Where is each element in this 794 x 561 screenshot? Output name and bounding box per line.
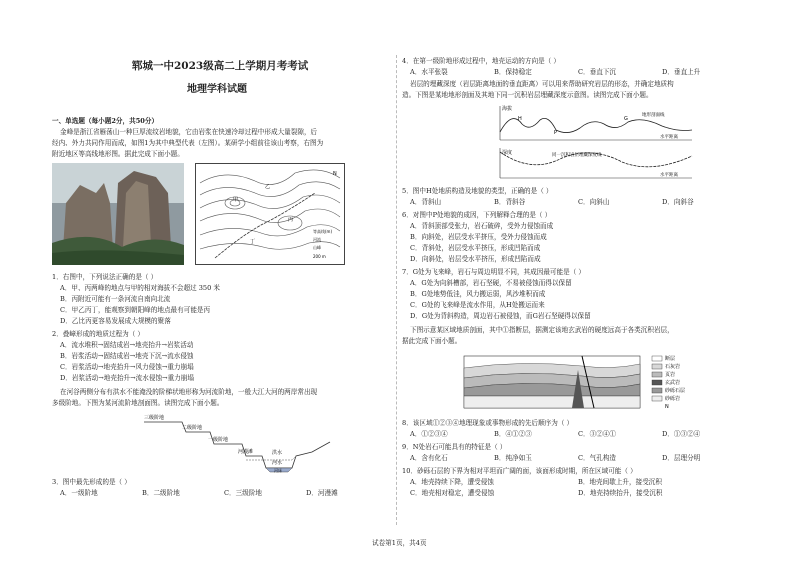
q2-option-b: B．岩浆活动→固结成岩→地壳下沉→流水侵蚀	[60, 352, 194, 360]
q10-option-b: B．地壳间歇上升，接受沉积	[578, 478, 662, 486]
q9-option-d: D．层理分明	[662, 454, 701, 462]
floodplain-label: 河漫滩	[238, 449, 254, 455]
point-p: P	[554, 130, 558, 136]
q7-option-c: C．G处的飞来峰是流水作用，从H处搬运而来	[410, 301, 545, 309]
q1-option-b: B．丙附近可能有一条河流自南向北流	[60, 295, 171, 303]
q3-option-b: B．二级阶地	[142, 489, 180, 497]
q6-stem: 6．对图中P处地貌的成因，下列解释合理的是（ ）	[402, 211, 552, 219]
q4-stem: 4．在第一级阶地形成过程中，地壳运动的方向是（ ）	[402, 57, 560, 65]
altitude-label: 海拔	[502, 106, 513, 112]
q1-option-a: A．甲、丙两峰的地点与甲的相对海拔不会超过 350 米	[60, 284, 221, 292]
q7-option-b: B．G处地势低洼，风力搬运弱，风沙堆积而成	[410, 290, 546, 298]
flood-label: 洪水	[272, 450, 283, 456]
q2-option-a: A．流水堆积→固结成岩→地壳抬升→岩浆活动	[60, 341, 194, 349]
q10-stem: 10．砂砾石层的下界为相对平坦而广阔的面，该面形成时期，所在区域可能（ ）	[402, 467, 637, 475]
q5-option-b: B．背斜谷	[494, 198, 526, 206]
intro2-line2: 多级阶地。下图为某河流阶地剖面图。读图完成下面小题。	[52, 399, 224, 407]
q9-option-a: A．含有化石	[410, 454, 448, 462]
distance-label-top: 水平距离	[660, 135, 678, 140]
legend-n: N	[665, 404, 669, 410]
q10-option-a: A．地壳持续下降，遭受侵蚀	[410, 478, 494, 486]
q5-option-c: C．向斜山	[578, 198, 610, 206]
svg-text:乙: 乙	[265, 184, 271, 190]
intro2-line1: 在河谷两侧分布有洪水不能淹没的阶梯状地形称为河流阶地，一般大江大河的两岸常出现	[60, 388, 318, 396]
legend-contour: 等高线(m)	[313, 229, 333, 234]
profile-line-label: 地形剖面线	[642, 113, 665, 118]
legend-shale: 页岩	[665, 372, 676, 378]
svg-text:丙: 丙	[288, 217, 294, 223]
legend-river: 河流	[313, 237, 321, 242]
q4-option-c: C．垂直下沉	[578, 68, 617, 76]
legend-limestone: 石灰岩	[665, 364, 681, 370]
q6-option-b: B．向斜处，岩层受水平挤压，受外力侵蚀而成	[410, 233, 547, 241]
intro1-line3: 附近地区等高线地形图。据此完成下面小题。	[52, 150, 184, 158]
q7-stem: 7．G处为飞来峰，岩石与周边明显不同，其成因最可能是（ ）	[402, 268, 585, 276]
q9-stem: 9．N处岩石可能具有的特征是（ ）	[402, 443, 507, 451]
geologic-section-diagram	[462, 350, 702, 412]
intro1-line2: 经内、外力共同作用而成，如图1为其中典型代表（左图）。某研学小组前往该山考察，右图为	[52, 139, 324, 147]
q8-stem: 8．该区域①②③④地理现象或事物形成的先后顺序为（ ）	[402, 419, 574, 427]
q8-option-b: B．④①②③	[494, 430, 532, 438]
page-footer: 试卷第1页，共4页	[372, 539, 427, 547]
intro4-line2: 据此完成下面小题。	[402, 337, 462, 345]
q7-option-a: A．G处为向斜槽部，岩石坚硬，不易被侵蚀而得以保留	[410, 279, 572, 287]
q8-option-a: A．①②③④	[410, 430, 448, 438]
intro1-line1: 金峰是浙江省雁荡山一种巨厚流纹岩地貌，它由岩浆在快速冷却过程中形成大量裂隙，后	[60, 128, 318, 136]
q8-option-d: D．①③②④	[662, 430, 701, 438]
q1-option-d: D．乙比丙更容易发展成大规模的聚落	[60, 317, 171, 325]
q3-option-d: D．河漫滩	[306, 489, 338, 497]
q9-option-c: C．气孔构造	[578, 454, 617, 462]
q10-option-d: D．地壳持续抬升，接受沉积	[578, 489, 663, 497]
terrace-label-3: 三级阶地	[144, 415, 165, 421]
contour-map	[195, 163, 345, 265]
q3-option-c: C．三级阶地	[224, 489, 263, 497]
q4-option-a: A．水平张裂	[410, 68, 448, 76]
section-heading: 一、单选题（每小题2分，共50分）	[52, 117, 159, 125]
legend-conglomerate: 砂砾岩	[665, 396, 681, 402]
q10-option-c: C．地壳相对稳定，遭受侵蚀	[410, 489, 495, 497]
depth-line-label: 同一沉积岩层埋藏深度线	[552, 153, 602, 158]
q6-option-a: A．背斜顶部受张力，岩石破碎，受外力侵蚀而成	[410, 222, 554, 230]
q8-option-c: C．③②④①	[578, 430, 617, 438]
distance-label-bottom: 水平距离	[660, 173, 678, 178]
q2-option-d: D．岩浆活动→地壳抬升→流水侵蚀→重力崩塌	[60, 374, 194, 382]
depth-label: 深度	[502, 150, 513, 156]
column-divider	[396, 55, 397, 525]
svg-text:丁: 丁	[250, 239, 256, 245]
point-g: G	[624, 116, 628, 122]
map-scale: 200 m	[313, 254, 326, 259]
q4-option-b: B．保持稳定	[494, 68, 532, 76]
riverbed-label: 河床	[274, 468, 282, 473]
rock-photo	[52, 163, 184, 265]
q5-option-a: A．背斜山	[410, 198, 442, 206]
legend-fault: 断层	[665, 356, 676, 362]
q2-stem: 2．叠嶂形成的地质过程为（ ）	[52, 330, 145, 338]
q1-stem: 1．右图中，下列说法正确的是（ ）	[52, 273, 158, 281]
intro4-line1: 下图示意某区域地质剖面，其中①指断层，据测定该地玄武岩的硬度远高于各类沉积岩层，	[410, 326, 674, 334]
q3-option-a: A．一级阶地	[60, 489, 98, 497]
q1-option-c: C．甲乙丙丁，能观察到朝阳峰的地点最有可能是丙	[60, 306, 211, 314]
legend-gravel: 砂砾石层	[665, 388, 686, 394]
q3-stem: 3．图中最先形成的是（ ）	[52, 478, 131, 486]
legend-peak: 山峰	[313, 245, 321, 250]
point-h: H	[518, 116, 522, 122]
terrace-label-2: 二级阶地	[182, 425, 203, 431]
river-terrace-diagram	[142, 412, 332, 474]
q5-stem: 5．图中H处地质构造及地貌的类型，正确的是（ ）	[402, 187, 553, 195]
exam-subtitle: 地理学科试题	[187, 84, 247, 95]
q7-option-d: D．G处为背斜构造，周边岩石被侵蚀，而G岩石坚硬得以保留	[410, 312, 591, 320]
terrain-profile-diagram	[492, 102, 702, 182]
q5-option-d: D．向斜谷	[662, 198, 694, 206]
river-water-label: 河水	[272, 460, 283, 466]
q9-option-b: B．纯净如玉	[494, 454, 532, 462]
q6-option-d: D．向斜处，岩层受水平挤压，形成凹陷而成	[410, 255, 541, 263]
q4-option-d: D．垂直上升	[662, 68, 701, 76]
north-arrow: N	[333, 171, 337, 177]
svg-text:甲: 甲	[233, 197, 239, 203]
intro3-line1: 岩层的埋藏深度（岩层距离地面的垂直距离）可以用来帮助研究岩层的形态，并确定地质构	[410, 80, 674, 88]
q6-option-c: C．背斜处，岩层受水平挤压，形成凹陷而成	[410, 244, 541, 252]
exam-title: 郓城一中2023级高二上学期月考考试	[132, 60, 309, 72]
q2-option-c: C．岩浆活动→地壳抬升→风力侵蚀→重力崩塌	[60, 363, 194, 371]
intro3-line2: 造。下图是某地地形剖面及其地下同一沉积岩层埋藏深度示意图。读图完成下面小题。	[402, 91, 653, 99]
legend-basalt: 玄武岩	[665, 380, 681, 386]
terrace-label-1: 一级阶地	[208, 437, 229, 443]
